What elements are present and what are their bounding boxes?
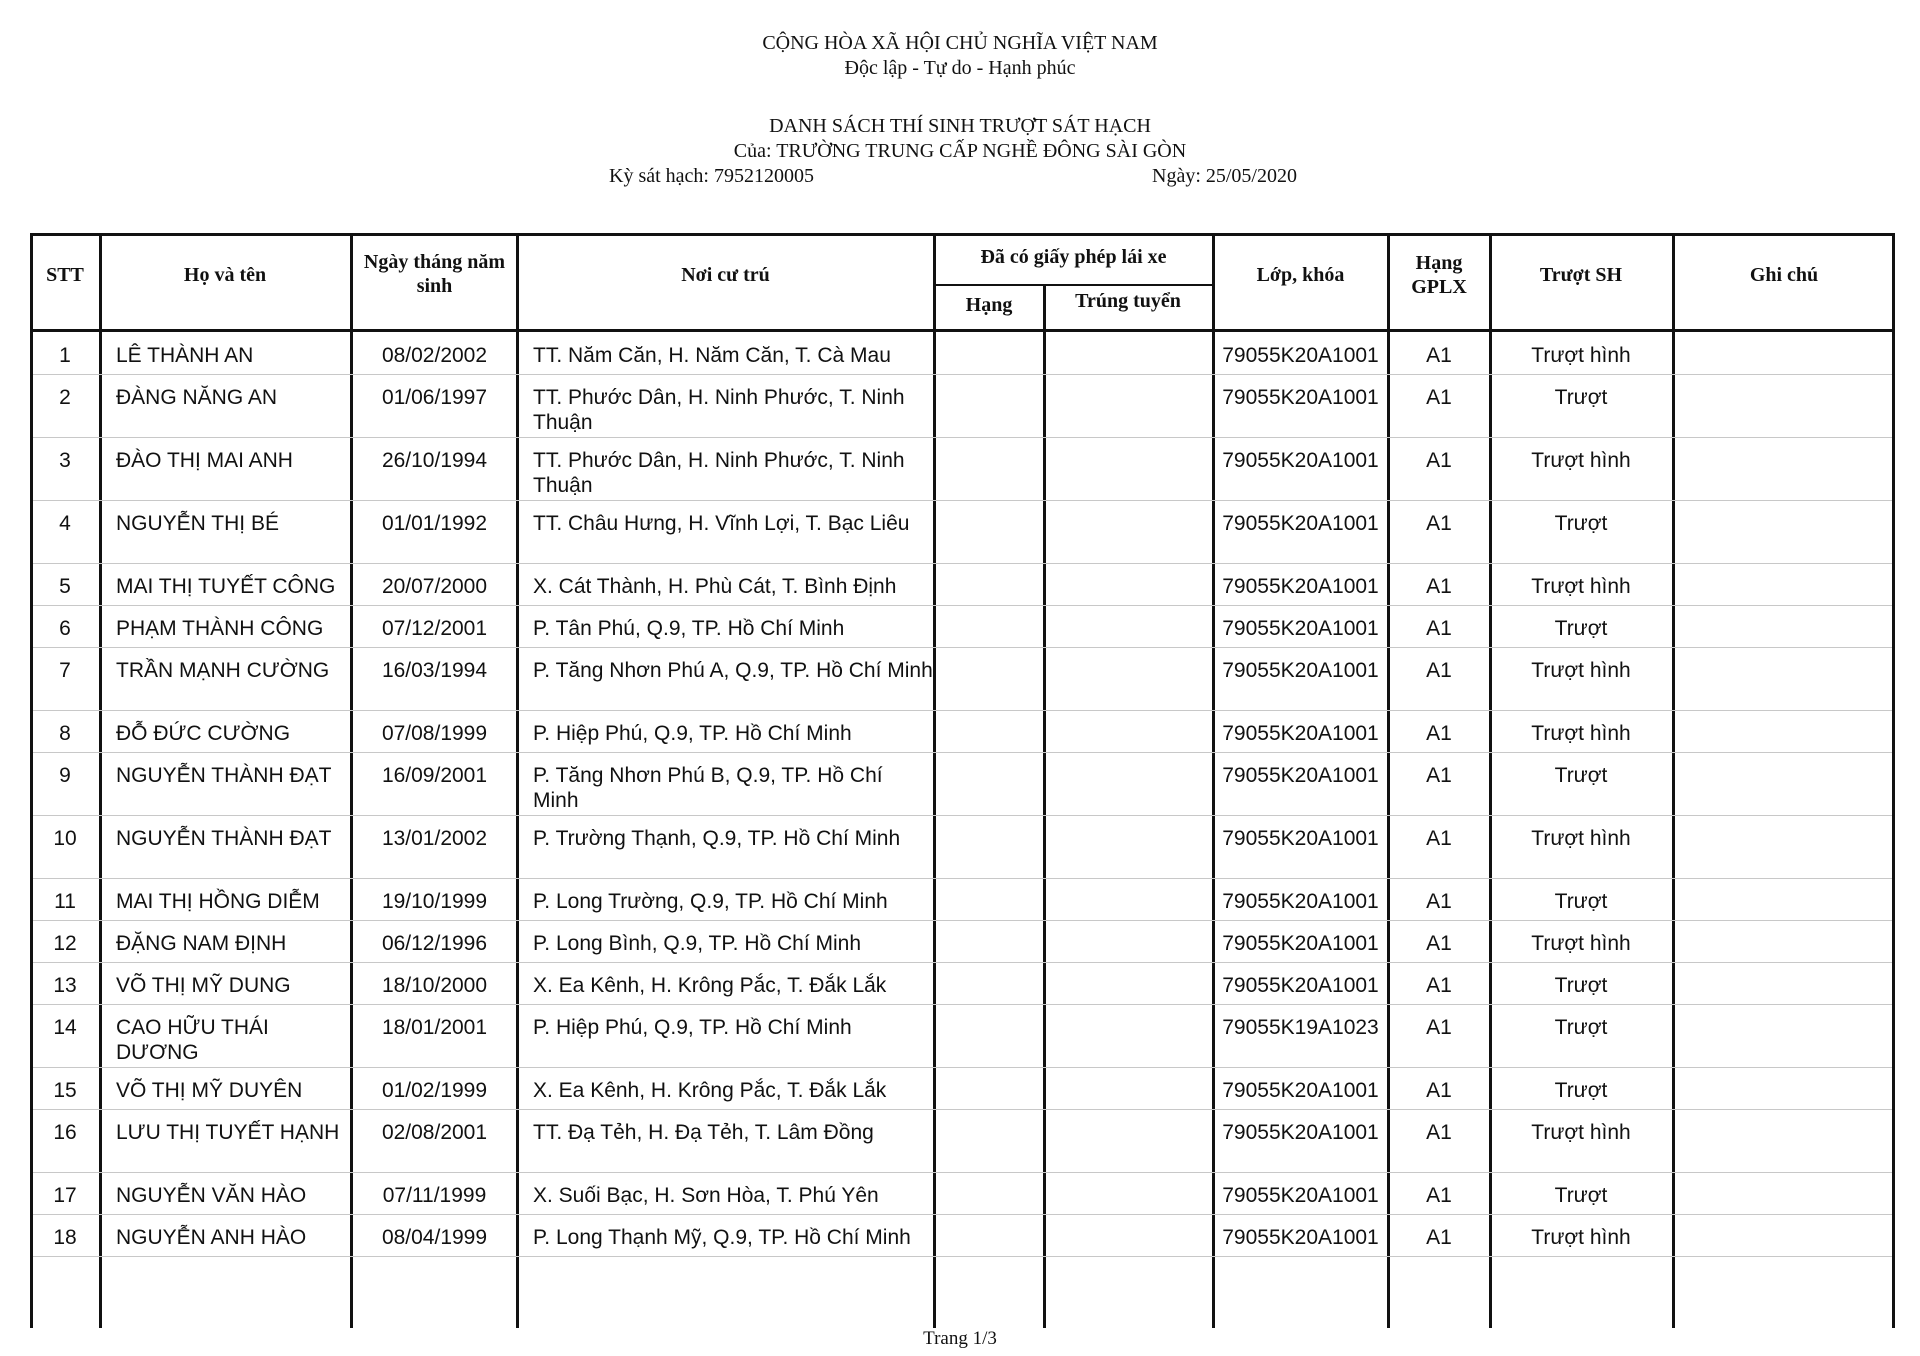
cell-name: ĐÀNG NĂNG AN [116,386,278,409]
cell-address: TT. Năm Căn, H. Năm Căn, T. Cà Mau [533,344,891,367]
cell-stt: 11 [54,890,76,913]
col-header-dob: Ngày tháng năm sinh [363,251,506,297]
cell-address: P. Hiệp Phú, Q.9, TP. Hồ Chí Minh [533,722,852,745]
header-bottom-border [30,329,1895,332]
cell-fail: Trượt [1554,890,1608,913]
row-divider [33,437,1892,438]
cell-class: 79055K20A1001 [1222,1226,1379,1249]
cell-name: VÕ THỊ MỸ DUYÊN [116,1079,303,1102]
cell-address: X. Ea Kênh, H. Krông Pắc, T. Đắk Lắk [533,974,887,997]
cell-address: X. Ea Kênh, H. Krông Pắc, T. Đắk Lắk [533,1079,887,1102]
cell-class: 79055K20A1001 [1222,974,1379,997]
cell-address: TT. Phước Dân, H. Ninh Phước, T. Ninh Thuận [533,449,905,497]
cell-class: 79055K20A1001 [1222,575,1379,598]
row-divider [33,752,1892,753]
cell-dob: 01/06/1997 [381,386,488,409]
exam-session: Kỳ sát hạch: 7952120005 [609,165,814,187]
cell-address: P. Long Thạnh Mỹ, Q.9, TP. Hồ Chí Minh [533,1226,911,1249]
cell-dob: 01/02/1999 [381,1079,488,1102]
cell-stt: 6 [59,617,71,640]
cell-name: NGUYỄN THỊ BÉ [116,512,279,535]
cell-gplx: A1 [1426,827,1452,850]
cell-stt: 4 [59,512,71,535]
cell-dob: 19/10/1999 [381,890,488,913]
cell-fail: Trượt hình [1531,344,1631,367]
motto: Độc lập - Tự do - Hạnh phúc [844,57,1076,79]
cell-name: NGUYỄN ANH HÀO [116,1226,307,1249]
row-divider [33,920,1892,921]
row-divider [33,1256,1892,1257]
cell-class: 79055K20A1001 [1222,512,1379,535]
cell-dob: 18/01/2001 [381,1016,488,1039]
col-header-gplx: Hạng GPLX [1411,252,1467,298]
cell-stt: 14 [53,1016,77,1039]
cell-stt: 15 [53,1079,77,1102]
table-top-border [30,233,1895,236]
col-header-class: Lớp, khóa [1256,264,1345,286]
cell-gplx: A1 [1426,932,1452,955]
column-divider [1212,233,1215,1328]
cell-dob: 02/08/2001 [381,1121,488,1144]
cell-name: CAO HỮU THÁI DƯƠNG [116,1016,269,1064]
cell-address: TT. Phước Dân, H. Ninh Phước, T. Ninh Thuận [533,386,905,434]
cell-gplx: A1 [1426,512,1452,535]
col-header-name: Họ và tên [183,264,267,286]
cell-class: 79055K20A1001 [1222,344,1379,367]
cell-name: ĐẶNG NAM ĐỊNH [116,932,287,955]
cell-name: MAI THỊ HỒNG DIỄM [116,890,320,913]
cell-class: 79055K20A1001 [1222,1079,1379,1102]
column-divider [30,233,33,1328]
cell-gplx: A1 [1426,449,1452,472]
col-header-stt: STT [46,264,84,286]
cell-fail: Trượt [1554,1184,1608,1207]
document-date: Ngày: 25/05/2020 [1152,165,1297,187]
column-divider [933,233,936,1328]
cell-gplx: A1 [1426,764,1452,787]
cell-class: 79055K20A1001 [1222,1121,1379,1144]
cell-name: LƯU THỊ TUYẾT HẠNH [116,1121,340,1144]
cell-address: P. Tăng Nhơn Phú B, Q.9, TP. Hồ Chí Minh [533,764,883,812]
cell-address: P. Trường Thạnh, Q.9, TP. Hồ Chí Minh [533,827,901,850]
cell-name: MAI THỊ TUYẾT CÔNG [116,575,336,598]
row-divider [33,1214,1892,1215]
cell-gplx: A1 [1426,344,1452,367]
row-divider [33,1067,1892,1068]
cell-dob: 08/04/1999 [381,1226,488,1249]
cell-dob: 07/12/2001 [381,617,488,640]
cell-fail: Trượt hình [1531,827,1631,850]
cell-dob: 01/01/1992 [381,512,488,535]
cell-dob: 20/07/2000 [381,575,488,598]
cell-fail: Trượt hình [1531,722,1631,745]
cell-dob: 16/03/1994 [381,659,488,682]
cell-address: X. Cát Thành, H. Phù Cát, T. Bình Định [533,575,897,598]
row-divider [33,1004,1892,1005]
cell-class: 79055K20A1001 [1222,764,1379,787]
cell-dob: 06/12/1996 [381,932,488,955]
cell-stt: 18 [53,1226,77,1249]
row-divider [33,605,1892,606]
col-header-license-class: Hạng [965,294,1013,316]
cell-stt: 16 [53,1121,77,1144]
cell-address: X. Suối Bạc, H. Sơn Hòa, T. Phú Yên [533,1184,879,1207]
cell-name: NGUYỄN VĂN HÀO [116,1184,307,1207]
row-divider [33,962,1892,963]
license-subheader-divider [933,284,1212,286]
cell-fail: Trượt [1554,1016,1608,1039]
cell-name: ĐỖ ĐỨC CƯỜNG [116,722,291,745]
cell-dob: 16/09/2001 [381,764,488,787]
cell-stt: 17 [53,1184,77,1207]
cell-dob: 18/10/2000 [381,974,488,997]
row-divider [33,878,1892,879]
cell-name: NGUYỄN THÀNH ĐẠT [116,764,332,787]
cell-gplx: A1 [1426,1184,1452,1207]
cell-fail: Trượt hình [1531,659,1631,682]
document-title: DANH SÁCH THÍ SINH TRƯỢT SÁT HẠCH [769,115,1151,137]
column-divider [1387,233,1390,1328]
cell-gplx: A1 [1426,1016,1452,1039]
cell-fail: Trượt hình [1531,575,1631,598]
cell-fail: Trượt hình [1531,449,1631,472]
column-divider [350,233,353,1328]
cell-gplx: A1 [1426,1121,1452,1144]
cell-class: 79055K19A1023 [1222,1016,1379,1039]
cell-fail: Trượt hình [1531,1226,1631,1249]
cell-stt: 2 [59,386,71,409]
cell-address: P. Tăng Nhơn Phú A, Q.9, TP. Hồ Chí Minh [533,659,933,682]
row-divider [33,563,1892,564]
cell-address: P. Long Trường, Q.9, TP. Hồ Chí Minh [533,890,888,913]
cell-gplx: A1 [1426,974,1452,997]
cell-fail: Trượt [1554,974,1608,997]
cell-address: TT. Đạ Tẻh, H. Đạ Tẻh, T. Lâm Đồng [533,1121,874,1144]
cell-class: 79055K20A1001 [1222,722,1379,745]
cell-gplx: A1 [1426,617,1452,640]
cell-dob: 08/02/2002 [381,344,488,367]
cell-gplx: A1 [1426,659,1452,682]
cell-stt: 9 [59,764,71,787]
cell-gplx: A1 [1426,1079,1452,1102]
cell-class: 79055K20A1001 [1222,449,1379,472]
cell-fail: Trượt [1554,512,1608,535]
cell-name: NGUYỄN THÀNH ĐẠT [116,827,332,850]
cell-gplx: A1 [1426,386,1452,409]
cell-gplx: A1 [1426,1226,1452,1249]
cell-stt: 13 [53,974,77,997]
cell-stt: 1 [59,344,71,367]
cell-name: TRẦN MẠNH CƯỜNG [116,659,330,682]
col-header-fail: Trượt SH [1539,264,1623,286]
row-divider [33,647,1892,648]
cell-fail: Trượt [1554,764,1608,787]
row-divider [33,374,1892,375]
cell-fail: Trượt hình [1531,932,1631,955]
cell-class: 79055K20A1001 [1222,386,1379,409]
nation-title: CỘNG HÒA XÃ HỘI CHỦ NGHĨA VIỆT NAM [762,32,1158,54]
column-divider [516,233,519,1328]
cell-gplx: A1 [1426,575,1452,598]
cell-stt: 8 [59,722,71,745]
row-divider [33,710,1892,711]
cell-address: P. Long Bình, Q.9, TP. Hồ Chí Minh [533,932,862,955]
cell-stt: 7 [59,659,71,682]
cell-dob: 07/08/1999 [381,722,488,745]
cell-stt: 10 [53,827,77,850]
cell-fail: Trượt [1554,617,1608,640]
column-divider [1489,233,1492,1328]
cell-stt: 5 [59,575,71,598]
page-number: Trang 1/3 [923,1328,997,1349]
col-header-license-group: Đã có giấy phép lái xe [980,246,1167,268]
cell-stt: 12 [53,932,77,955]
cell-class: 79055K20A1001 [1222,932,1379,955]
cell-name: LÊ THÀNH AN [116,344,254,367]
cell-name: PHẠM THÀNH CÔNG [116,617,324,640]
cell-gplx: A1 [1426,722,1452,745]
cell-address: P. Hiệp Phú, Q.9, TP. Hồ Chí Minh [533,1016,852,1039]
cell-class: 79055K20A1001 [1222,659,1379,682]
cell-class: 79055K20A1001 [1222,890,1379,913]
cell-class: 79055K20A1001 [1222,827,1379,850]
cell-dob: 26/10/1994 [381,449,488,472]
cell-stt: 3 [59,449,71,472]
column-divider [99,233,102,1328]
column-divider [1672,233,1675,1328]
col-header-address: Nơi cư trú [681,264,770,286]
school-name: Của: TRƯỜNG TRUNG CẤP NGHỀ ĐÔNG SÀI GÒN [733,140,1187,162]
cell-fail: Trượt hình [1531,1121,1631,1144]
cell-fail: Trượt [1554,386,1608,409]
col-header-note: Ghi chú [1749,264,1819,286]
cell-address: TT. Châu Hưng, H. Vĩnh Lợi, T. Bạc Liêu [533,512,910,535]
cell-gplx: A1 [1426,890,1452,913]
cell-name: ĐÀO THỊ MAI ANH [116,449,293,472]
cell-name: VÕ THỊ MỸ DUNG [116,974,291,997]
cell-dob: 07/11/1999 [382,1184,487,1207]
column-divider [1892,233,1895,1328]
row-divider [33,500,1892,501]
cell-address: P. Tân Phú, Q.9, TP. Hồ Chí Minh [533,617,845,640]
row-divider [33,1109,1892,1110]
cell-fail: Trượt [1554,1079,1608,1102]
cell-class: 79055K20A1001 [1222,617,1379,640]
cell-class: 79055K20A1001 [1222,1184,1379,1207]
row-divider [33,815,1892,816]
col-header-license-passed: Trúng tuyển [1075,290,1181,312]
row-divider [33,1172,1892,1173]
cell-dob: 13/01/2002 [381,827,488,850]
